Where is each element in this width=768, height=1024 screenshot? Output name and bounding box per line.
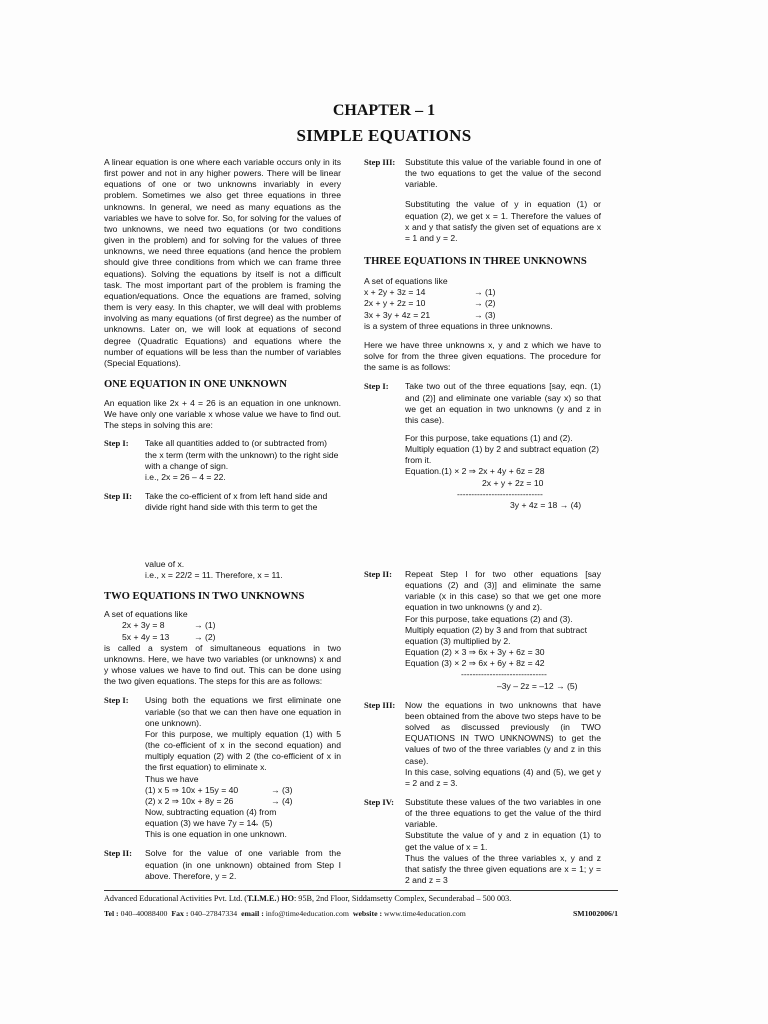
step-label: Step III:	[364, 699, 396, 710]
three-unknowns-text: Here we have three unknowns x, y and z which we have to solve for from the three given equations. The procedure for the same is as follows:	[364, 339, 601, 373]
left-column-top	[104, 157, 341, 513]
step-text: Substitute these values of the two variables in one of the three equations to get the value of the third variable.	[405, 796, 601, 830]
three-unknowns-step-1	[364, 381, 601, 511]
email-link[interactable]: info@time4education.com	[265, 909, 349, 918]
step-label: Step III:	[364, 157, 396, 167]
two-unknowns-after: is called a system of simultaneous equations in two unknowns. Here, we have two variables (or unknowns) x and y whose values we have to find out. This can be done using the two given equations. The steps for this are as follows:	[104, 642, 341, 687]
equation-line: 2x + y + 2z = 10 → (2)	[364, 298, 496, 309]
dash-separator: ------------------------------	[457, 488, 543, 499]
dash-separator: ------------------------------	[461, 669, 547, 680]
equation-line: 2x + 3y = 8 → (1)	[122, 620, 216, 631]
step-text-4: Now, subtracting equation (4) from equation (3) we have 7y = 14	[145, 806, 277, 829]
step-text: Take two out of the three equations [say, eqn. (1) and (2)] and eliminate one variable (say x) so that we get an equation in two unknowns (y and z in this case).	[405, 381, 601, 425]
step-label: Step II:	[364, 569, 392, 579]
step-text: Take the co-efficient of x from left hand side and divide right hand side with this term to get the	[145, 491, 328, 513]
page-footer	[104, 890, 618, 918]
three-unknowns-after: is a system of three equations in three unknowns.	[364, 320, 553, 331]
equation-reference: → (5)	[251, 818, 273, 829]
footer-contact-line: Tel : 040–40088400 Fax : 040–27847334 email : info@time4education.com website : www.time4education.com SM1002006/1	[104, 909, 618, 918]
one-unknown-text: An equation like 2x + 4 = 26 is an equation in one unknown. We have only one variable x whose value we have to find out. The steps in solving this are:	[104, 397, 341, 431]
equation-line: 3x + 3y + 4z = 21 → (3)	[364, 309, 496, 320]
step-label: Step II:	[104, 848, 132, 859]
section-heading-one-unknown: ONE EQUATION IN ONE UNKNOWN	[104, 378, 287, 390]
step-text-2: Substituting the value of y in equation (1) or equation (2), we get x = 1. Therefore the values of x and y that satisfy the given set of equations are x = 1 and y = 2.	[405, 199, 601, 243]
footer-divider	[104, 890, 618, 891]
step-label: Step I:	[364, 381, 389, 392]
equation-line: 5x + 4y = 13 → (2)	[122, 631, 216, 642]
equation-line: (1) x 5 ⇒ 10x + 15y = 40 → (3)	[145, 784, 293, 795]
fax-number: 040–27847334	[190, 909, 238, 918]
step-text: Take all quantities added to (or subtracted from) the x term (term with the unknown) to the right side with a change of sign.	[145, 438, 339, 471]
step-text: Using both the equations we first eliminate one variable (so that we can then have one equation in one unknown).	[145, 695, 341, 728]
step-text: Substitute this value of the variable found in one of the two equations to get the value of the second variable.	[405, 157, 601, 190]
three-unknowns-step-3	[364, 700, 601, 789]
left-column-bottom	[104, 559, 341, 882]
equation-line: Equation (2) × 3 ⇒ 6x + 3y + 6z = 30	[405, 647, 545, 658]
two-unknowns-step-3	[364, 157, 601, 244]
three-unknowns-step-2	[364, 569, 601, 692]
step-text-3: Thus we have	[145, 773, 199, 784]
website-link[interactable]: www.time4education.com	[384, 909, 466, 918]
one-unknown-step-2	[104, 491, 341, 513]
right-column-top	[364, 157, 601, 511]
step-text-2: For this purpose, we multiply equation (1) with 5 (the co-efficient of x in the second equation) and multiply equation (2) with 2 (the co-efficient of x in the first equation) to eliminate x.	[145, 728, 341, 773]
equation-line: (2) x 2 ⇒ 10x + 8y = 26 → (4)	[145, 795, 293, 806]
chapter-title: SIMPLE EQUATIONS	[296, 126, 472, 145]
intro-paragraph: A linear equation is one where each variable occurs only in its first power and not in any higher powers. There will be linear equations of one or two unknowns invariably in every problem. Sometimes we also get three equations in three unknowns. In general, we need as many equations as the variables we have to solve for. So, for solving for the values of two unknowns, we need two equations (or two conditions given in the problem) and for solving for the values of three unknowns, we need three equations (and hence the problem should give three conditions from which we can frame three equations). Solving the equations by itself is not a difficult task. The most important part of the problem is framing the equation/equations. Once the equations are framed, solving them is very easy. In this chapter, we will deal with problems involving as many equations (of first degree) as the number of unknowns. Later on, we will look at equations of second degree (Quadratic Equations) and equations where the number of equations will be less than the number of variables (Special Equations).	[104, 157, 341, 368]
step-text: Now the equations in two unknowns that have been obtained from the above two steps have to be solved as discussed previously (in TWO EQUATIONS IN TWO UNKNOWNS) to get the values of two of the three variables (y and z in this case).	[405, 699, 601, 766]
equation-result: 3y + 4z = 18 → (4)	[510, 499, 582, 510]
brand-name: T.I.M.E.	[247, 894, 277, 903]
three-unknowns-step-4	[364, 797, 601, 886]
step-text: Solve for the value of one variable from the equation (in one unknown) obtained from Step I above. Therefore, y = 2.	[145, 848, 341, 881]
equation-line: Equation.(1) × 2 ⇒ 2x + 4y + 6z = 28	[405, 466, 545, 477]
equation-line: x + 2y + 3z = 14 → (1)	[364, 287, 496, 298]
step-text-2: Substitute the value of y and z in equation (1) to get the value of x = 1.	[405, 830, 601, 852]
equation-result: –3y – 2z = –12 → (5)	[497, 680, 578, 691]
one-unknown-step-1	[104, 438, 341, 483]
right-column-bottom	[364, 569, 601, 886]
section-heading-three-unknowns: THREE EQUATIONS IN THREE UNKNOWNS	[364, 256, 587, 268]
step-label: Step II:	[104, 491, 132, 502]
step-text-5: This is one equation in one unknown.	[145, 829, 287, 840]
step-text-2: For this purpose, take equations (1) and (2). Multiply equation (1) by 2 and subtract equation (2) from it.	[405, 432, 599, 466]
chapter-number: CHAPTER – 1	[332, 102, 436, 119]
step-label: Step I:	[104, 438, 129, 449]
step-continuation: i.e., x = 22/2 = 11. Therefore, x = 11.	[145, 570, 283, 581]
two-unknowns-intro: A set of equations like	[104, 609, 188, 620]
step-label: Step IV:	[364, 796, 395, 807]
step-text-2: In this case, solving equations (4) and (5), we get y = 2 and z = 3.	[405, 766, 601, 788]
equation-line: Equation (3) × 2 ⇒ 6x + 6y + 8z = 42	[405, 658, 545, 669]
step-continuation: value of x.	[145, 559, 185, 569]
step-example: i.e., 2x = 26 – 4 = 22.	[145, 471, 226, 482]
footer-address-line: Advanced Educational Activities Pvt. Ltd. (T.I.M.E.) HO: 95B, 2nd Floor, Siddamsetty Complex, Secunderabad – 500 003.	[104, 894, 512, 903]
two-unknowns-step-2	[104, 848, 341, 881]
section-heading-two-unknowns: TWO EQUATIONS IN TWO UNKNOWNS	[104, 591, 305, 603]
phone-number: 040–40088400	[120, 909, 168, 918]
two-unknowns-step-1	[104, 695, 341, 840]
document-code: SM1002006/1	[572, 909, 618, 918]
step-text: Repeat Step I for two other equations [say equations (2) and (3)] and eliminate the same variable (x in this case) so that we get one more equation in two unknowns (y and z).	[405, 569, 601, 613]
three-unknowns-intro: A set of equations like	[364, 276, 448, 287]
step-text-3: Thus the values of the three variables x, y and z that satisfy the three given equations are x = 1; y = 2 and z = 3	[405, 852, 601, 886]
step-text-2: For this purpose, take equations (2) and (3). Multiply equation (2) by 3 and from that subtract equation (3) multiplied by 2.	[405, 613, 587, 646]
equation-line: 2x + y + 2z = 10	[482, 477, 544, 488]
step-label: Step I:	[104, 695, 129, 706]
